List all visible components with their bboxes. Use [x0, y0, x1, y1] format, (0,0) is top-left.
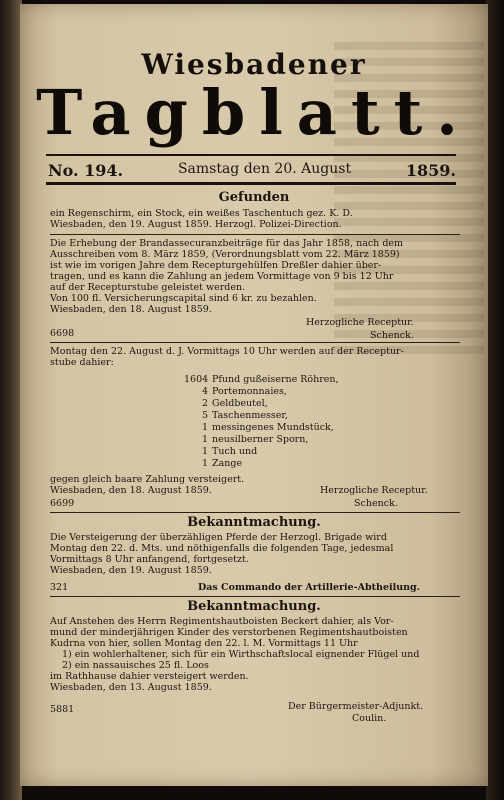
divider [50, 596, 460, 597]
newspaper-page [20, 4, 488, 786]
list-item: 4 Portemonnaies, [201, 386, 287, 397]
notice2-signer: Der Bürgermeister-Adjunkt. [288, 701, 424, 712]
text-line: Montag den 22. August d. J. Vormittags 10 Uhr werden auf der Receptur- [50, 346, 404, 357]
text-line: gegen gleich baare Zahlung versteigert. [50, 474, 245, 485]
text-line: ist wie im vorigen Jahre dem Recepturgehülfen Dreßler dahier über- [50, 260, 382, 271]
list-item: 1604 Pfund gußeiserne Röhren, [184, 374, 339, 385]
text-line: Wiesbaden, den 18. August 1859. [50, 304, 212, 315]
divider [50, 512, 460, 513]
text-line: Kudrna von hier, sollen Montag den 22. l. M. Vormittags 11 Uhr [50, 638, 358, 649]
auction-signer-name: Schenck. [354, 498, 398, 509]
text-line: Montag den 22. d. Mts. und nöthigenfalls die folgenden Tage, jedesmal [50, 543, 394, 554]
divider [50, 234, 460, 235]
text-line: Die Versteigerung der überzähligen Pferde der Herzogl. Brigade wird [50, 532, 387, 543]
list-item: 1 messingenes Mundstück, [201, 422, 334, 433]
text-line: tragen, und es kann die Zahlung an jedem Vormittage von 9 bis 12 Uhr [50, 271, 394, 282]
text-line: Wiesbaden, den 19. August 1859. [50, 565, 212, 576]
text-line: 1) ein wohlerhaltener, sich für ein Wirthschaftslocal eignender Flügel und [62, 649, 420, 660]
text-line: stube dahier: [50, 357, 114, 368]
book-spine [0, 0, 22, 800]
list-item: 1 neusilberner Sporn, [201, 434, 309, 445]
text-line: Auf Anstehen des Herrn Regimentshautboisten Beckert dahier, als Vor- [50, 616, 394, 627]
text-line: Vormittags 8 Uhr anfangend, fortgesetzt. [50, 554, 249, 565]
notice2-heading: Bekanntmachung. [187, 599, 321, 614]
dateline [48, 161, 456, 180]
list-item: 5 Taschenmesser, [201, 410, 288, 421]
notice2-number: 5881 [50, 704, 75, 715]
list-item: 1 Zange [201, 458, 243, 469]
text-line: Wiesbaden, den 13. August 1859. [50, 682, 212, 693]
text-line: Ausschreiben vom 8. März 1859, (Verordnungsblatt vom 22. März 1859) [50, 249, 400, 260]
auction-number: 6699 [50, 498, 75, 509]
notice1-signer: Das Commando der Artillerie-Abtheilung. [198, 582, 420, 593]
masthead-rule-top [46, 154, 456, 156]
list-item: 1 Tuch und [201, 446, 258, 457]
text-line: 2) ein nassauisches 25 fl. Loos [62, 660, 209, 671]
text-line: Die Erhebung der Brandassecuranzbeiträge für das Jahr 1858, nach dem [50, 238, 404, 249]
issue-number: No. 194. [48, 161, 124, 180]
notice2-signer-name: Coulin. [352, 713, 387, 724]
auction-signer: Herzogliche Receptur. [320, 485, 428, 496]
page-edge [486, 0, 504, 800]
notice1-heading: Bekanntmachung. [187, 515, 321, 530]
insurance-signer-name: Schenck. [370, 330, 414, 341]
found-notice [50, 208, 462, 230]
issue-year: 1859. [405, 161, 456, 180]
text-line: Wiesbaden, den 18. August 1859. [50, 485, 212, 496]
text-line: mund der minderjährigen Kinder des verstorbenen Regimentshautboisten [50, 627, 408, 638]
insurance-notice [50, 238, 462, 315]
text-line: auf der Recepturstube geleistet werden. [50, 282, 246, 293]
insurance-number: 6698 [50, 328, 75, 339]
notice2-body [50, 616, 462, 693]
auction-items-list [184, 374, 339, 470]
masthead-title: Tagblatt. [36, 76, 472, 149]
text-line: im Rathhause dahier versteigert werden. [50, 671, 249, 682]
text-line: Von 100 fl. Versicherungscapital sind 6 kr. zu bezahlen. [50, 293, 317, 304]
text-line: ein Regenschirm, ein Stock, ein weißes Taschentuch gez. K. D. [50, 208, 353, 219]
notice1-number: 321 [50, 582, 69, 593]
masthead-city: Wiesbadener [141, 48, 367, 81]
notice1-body [50, 532, 462, 576]
text-line: Wiesbaden, den 19. August 1859. Herzogl. Polizei-Direction. [50, 219, 342, 230]
found-heading: Gefunden [218, 190, 290, 205]
masthead-rule-bottom [46, 182, 456, 185]
auction-notice [50, 346, 462, 368]
list-item: 2 Geldbeutel, [201, 398, 268, 409]
insurance-signer: Herzogliche Receptur. [306, 317, 414, 328]
issue-date: Samstag den 20. August [177, 161, 352, 177]
divider [50, 342, 460, 343]
